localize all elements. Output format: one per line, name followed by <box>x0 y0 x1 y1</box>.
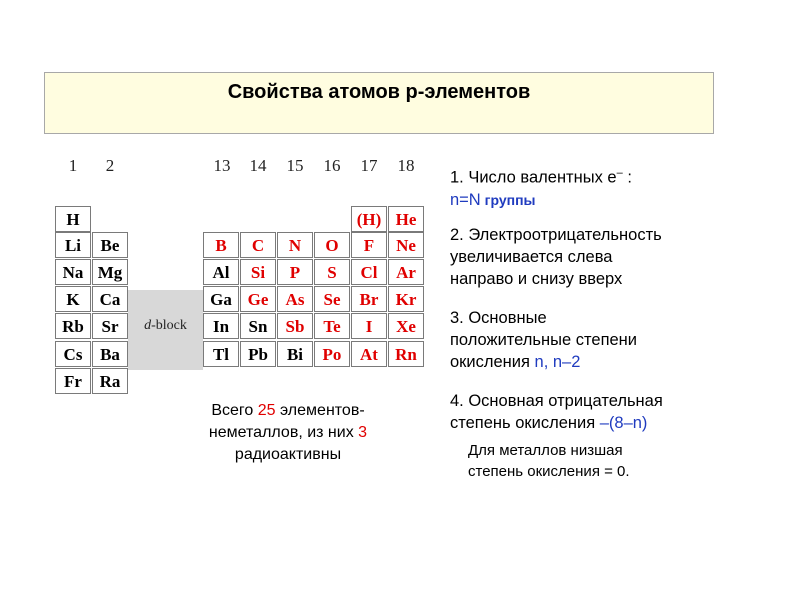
element-cell: B <box>203 232 239 258</box>
element-cell: Ne <box>388 232 424 258</box>
element-cell: F <box>351 232 387 258</box>
element-cell: Ge <box>240 286 276 312</box>
element-cell: At <box>351 341 387 367</box>
element-cell: Be <box>92 232 128 258</box>
group-number: 1 <box>68 156 78 175</box>
group-number: 13 <box>213 156 231 175</box>
element-cell: Rb <box>55 313 91 339</box>
element-cell: Ar <box>388 259 424 285</box>
element-cell: Kr <box>388 286 424 312</box>
group-number: 14 <box>249 156 267 175</box>
total-count: 25 <box>257 402 276 419</box>
element-cell: Rn <box>388 341 424 367</box>
element-cell: As <box>277 286 313 312</box>
element-cell: He <box>388 206 424 232</box>
element-cell: I <box>351 313 387 339</box>
group-number: 16 <box>323 156 341 175</box>
element-cell: Te <box>314 313 350 339</box>
element-cell: Pb <box>240 341 276 367</box>
slide-title: Свойства атомов р-элементов <box>227 81 531 103</box>
element-cell: Cl <box>351 259 387 285</box>
radioactive-count: 3 <box>358 424 368 441</box>
d-block-label: d-block <box>144 318 187 333</box>
element-cell: O <box>314 232 350 258</box>
group-number: 2 <box>105 156 115 175</box>
group-number: 15 <box>286 156 304 175</box>
element-cell: Sb <box>277 313 313 339</box>
property-3: 3. Основные положительные степени окисления n, n–2 <box>450 309 638 371</box>
element-cell: Fr <box>55 368 91 394</box>
element-cell: H <box>55 206 91 232</box>
element-cell: Sn <box>240 313 276 339</box>
element-cell: Ga <box>203 286 239 312</box>
element-cell: Br <box>351 286 387 312</box>
group-number: 17 <box>360 156 378 175</box>
element-cell: P <box>277 259 313 285</box>
element-cell: K <box>55 286 91 312</box>
element-cell: Po <box>314 341 350 367</box>
element-cell: Se <box>314 286 350 312</box>
title-box <box>44 72 714 134</box>
element-cell: Ca <box>92 286 128 312</box>
element-cell: In <box>203 313 239 339</box>
element-cell: Li <box>55 232 91 258</box>
element-cell: Al <box>203 259 239 285</box>
summary-text: Всего 25 элементов- неметаллов, из них 3 радиоактивны <box>208 402 368 463</box>
element-cell: Ba <box>92 341 128 367</box>
element-cell: Cs <box>55 341 91 367</box>
element-cell: Xe <box>388 313 424 339</box>
element-cell: Ra <box>92 368 128 394</box>
element-cell: S <box>314 259 350 285</box>
property-2: 2. Электроотрицательность увеличивается слева направо и снизу вверх <box>450 226 662 288</box>
metals-note: Для металлов низшая степень окисления = 0. <box>468 442 630 480</box>
element-cell: Tl <box>203 341 239 367</box>
property-1: 1. Число валентных е– : n=N группы <box>450 167 632 209</box>
d-block-area <box>128 290 203 370</box>
element-cell: N <box>277 232 313 258</box>
element-cell: Sr <box>92 313 128 339</box>
group-number: 18 <box>397 156 415 175</box>
element-cell: Na <box>55 259 91 285</box>
element-cell: (H) <box>351 206 387 232</box>
property-4: 4. Основная отрицательная степень окисления –(8–n) <box>450 392 663 432</box>
element-cell: Mg <box>92 259 128 285</box>
element-cell: Si <box>240 259 276 285</box>
element-cell: C <box>240 232 276 258</box>
element-cell: Bi <box>277 341 313 367</box>
